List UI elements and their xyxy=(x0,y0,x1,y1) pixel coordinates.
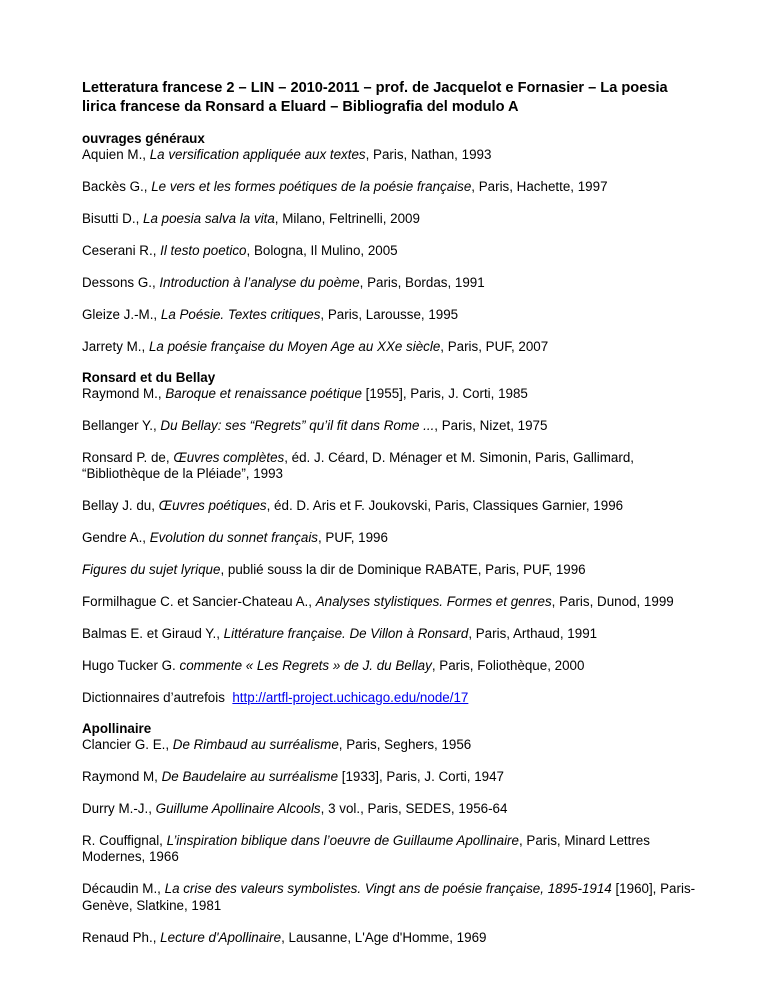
entry-author: Balmas E. et Giraud Y., xyxy=(82,626,224,641)
entry-author: R. Couffignal, xyxy=(82,832,167,848)
entry-author: Raymond M, xyxy=(82,768,162,784)
entry-title: Baroque et renaissance poétique xyxy=(165,385,362,401)
section-heading: ouvrages généraux xyxy=(82,131,205,146)
entry-author: Bellanger Y., xyxy=(82,417,161,433)
entry-title: Le vers et les formes poétiques de la poésie française xyxy=(151,179,472,194)
entry-title: Il testo poetico xyxy=(160,243,247,258)
bibliography-entry xyxy=(82,147,702,164)
entry-title: La poésie française du Moyen Age au XXe siècle xyxy=(148,339,441,354)
bibliography-entry xyxy=(82,833,702,866)
entry-publication: , Paris, Foliothèque, 2000 xyxy=(431,658,585,673)
entry-publication: , Paris, Nizet, 1975 xyxy=(434,417,548,433)
entry-author: Gleize J.-M., xyxy=(82,307,161,322)
entry-publication: , éd. D. Aris et F. Joukovski, Paris, Classiques Garnier, 1996 xyxy=(266,498,624,513)
bibliography-entry xyxy=(82,275,702,292)
entry-title: Introduction à l’analyse du poème xyxy=(159,275,360,290)
bibliography-entry xyxy=(82,418,702,435)
entry-author: Backès G., xyxy=(82,179,152,194)
entry-title: Œuvres poétiques xyxy=(158,498,267,513)
entry-title: L’inspiration biblique dans l’oeuvre de Guillaume Apollinaire xyxy=(166,832,519,848)
bibliography-page xyxy=(82,79,702,962)
entry-author: Renaud Ph., xyxy=(82,929,161,945)
entry-author: Ronsard P. de, xyxy=(82,449,174,465)
bibliography-entry xyxy=(82,626,702,643)
entry-title: Guillume Apollinaire Alcools xyxy=(155,800,321,816)
entry-title: Littérature française. De Villon à Ronsard xyxy=(223,626,469,641)
section-ouvrages-generaux xyxy=(82,131,702,356)
section-apollinaire xyxy=(82,721,702,947)
entry-publication: [1955], Paris, J. Corti, 1985 xyxy=(361,385,528,401)
bibliography-entry xyxy=(82,307,702,324)
entry-title: Du Bellay: ses “Regrets” qu’il fit dans Rome ... xyxy=(160,417,435,433)
entry-author: Bellay J. du, xyxy=(82,498,159,513)
dictionnaires-entry xyxy=(82,690,702,707)
entry-publication: , PUF, 1996 xyxy=(317,530,388,545)
entry-author: Durry M.-J., xyxy=(82,800,156,816)
bibliography-entry xyxy=(82,339,702,356)
entry-title: Analyses stylistiques. Formes et genres xyxy=(315,594,552,609)
entry-author: Ceserani R., xyxy=(82,243,161,258)
entry-author: Jarrety M., xyxy=(82,339,149,354)
entry-title: La Poésie. Textes critiques xyxy=(160,307,321,322)
entry-publication: , Bologna, Il Mulino, 2005 xyxy=(246,243,398,258)
bibliography-entry xyxy=(82,562,702,579)
entry-label: Dictionnaires d’autrefois xyxy=(82,690,233,705)
entry-publication: , Paris, Hachette, 1997 xyxy=(471,179,608,194)
bibliography-entry xyxy=(82,658,702,675)
bibliography-entry xyxy=(82,881,702,914)
section-ronsard-du-bellay xyxy=(82,370,702,707)
entry-publication: , publié souss la dir de Dominique RABATE, Paris, PUF, 1996 xyxy=(220,562,586,577)
artfl-project-link[interactable]: http://artfl-project.uchicago.edu/node/17 xyxy=(232,690,469,705)
entry-title: La versification appliquée aux textes xyxy=(149,147,366,162)
entry-title: Figures du sujet lyrique xyxy=(82,562,221,577)
entry-title: Evolution du sonnet français xyxy=(149,530,318,545)
bibliography-entry xyxy=(82,386,702,403)
document-title: Letteratura francese 2 – LIN – 2010-2011 – prof. de Jacquelot e Fornasier – La poesia lirica francese da Ronsard a Eluard – Bibliografia del modulo A xyxy=(82,80,668,115)
bibliography-entry xyxy=(82,498,702,515)
entry-title: commente « Les Regrets » de J. du Bellay xyxy=(179,658,432,673)
entry-publication: , éd. J. Céard, D. Ménager et M. Simonin, Paris, Gallimard, “Bibliothèque de la Pléiade”, 1993 xyxy=(82,449,634,481)
entry-publication: , Lausanne, L'Age d'Homme, 1969 xyxy=(281,929,487,945)
entry-publication: , Paris, Arthaud, 1991 xyxy=(468,626,598,641)
entry-author: Raymond M., xyxy=(82,385,166,401)
entry-title: De Rimbaud au surréalisme xyxy=(172,736,339,752)
entry-author: Clancier G. E., xyxy=(82,736,173,752)
entry-publication: , 3 vol., Paris, SEDES, 1956-64 xyxy=(320,800,508,816)
entry-author: Formilhague C. et Sancier-Chateau A., xyxy=(82,594,316,609)
entry-publication: [1933], Paris, J. Corti, 1947 xyxy=(338,768,505,784)
entry-title: De Baudelaire au surréalisme xyxy=(161,768,339,784)
entry-author: Dessons G., xyxy=(82,275,160,290)
entry-publication: , Paris, Bordas, 1991 xyxy=(359,275,485,290)
entry-author: Hugo Tucker G. xyxy=(82,658,180,673)
bibliography-entry xyxy=(82,530,702,547)
bibliography-entry xyxy=(82,243,702,260)
entry-author: Bisutti D., xyxy=(82,211,144,226)
entry-author: Décaudin M., xyxy=(82,881,165,896)
bibliography-entry xyxy=(82,450,702,483)
entry-publication: , Paris, Larousse, 1995 xyxy=(320,307,459,322)
entry-author: Gendre A., xyxy=(82,530,150,545)
entry-title: La crise des valeurs symbolistes. Vingt ans de poésie française, 1895-1914 xyxy=(164,881,612,896)
bibliography-entry xyxy=(82,930,702,947)
entry-publication: , Milano, Feltrinelli, 2009 xyxy=(274,211,420,226)
entry-publication: , Paris, Nathan, 1993 xyxy=(365,147,492,162)
entry-publication: , Paris, Dunod, 1999 xyxy=(551,594,674,609)
entry-publication: [1960], Paris-Genève, Slatkine, 1981 xyxy=(82,881,696,913)
bibliography-entry xyxy=(82,179,702,196)
section-heading: Apollinaire xyxy=(82,720,152,736)
entry-publication: , Paris, Minard Lettres Modernes, 1966 xyxy=(82,832,650,864)
entry-title: Lecture d'Apollinaire xyxy=(160,929,282,945)
section-heading: Ronsard et du Bellay xyxy=(82,369,216,385)
bibliography-entry xyxy=(82,801,702,818)
bibliography-entry xyxy=(82,737,702,754)
entry-publication: , Paris, Seghers, 1956 xyxy=(338,736,472,752)
entry-author: Aquien M., xyxy=(82,147,150,162)
bibliography-entry xyxy=(82,769,702,786)
bibliography-entry xyxy=(82,211,702,228)
entry-title: La poesia salva la vita xyxy=(143,211,275,226)
entry-title: Œuvres complètes xyxy=(173,449,285,465)
entry-publication: , Paris, PUF, 2007 xyxy=(440,339,549,354)
bibliography-entry xyxy=(82,594,702,611)
